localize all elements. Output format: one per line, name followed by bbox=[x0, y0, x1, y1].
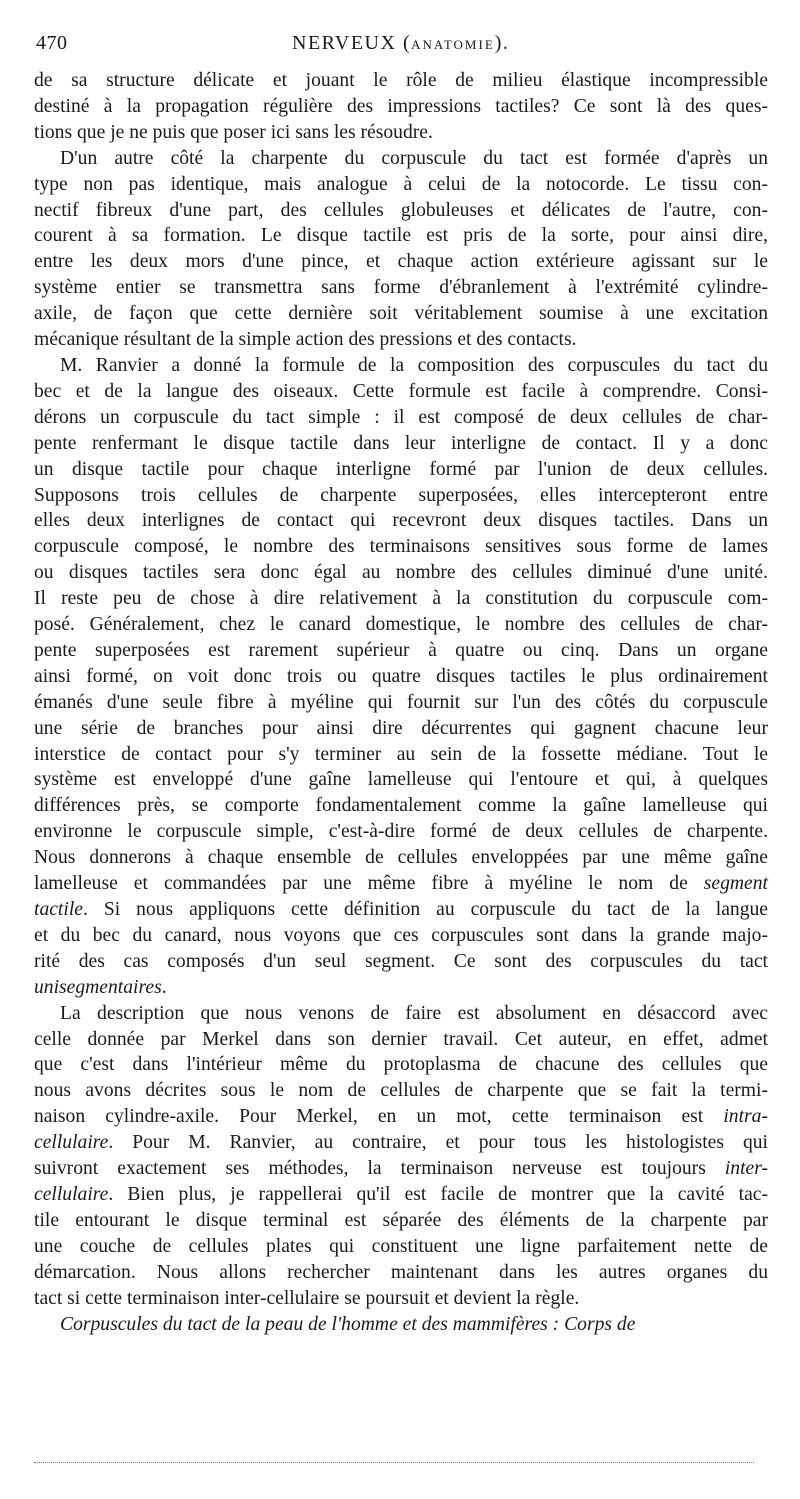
line-text: une couche de cellules plates qui constituent une ligne parfaitement nette de bbox=[34, 1235, 768, 1257]
line-text: entre les deux mors d'une pince, et chaque action extérieure agissant sur le bbox=[34, 251, 768, 273]
line-text: elles deux interlignes de contact qui recevront deux disques tactiles. Dans un bbox=[34, 510, 768, 532]
text-line bbox=[34, 1052, 768, 1078]
line-text: rité des cas composés d'un seul segment. Ce sont des corpuscules du tact bbox=[34, 950, 768, 972]
italic-text: cellulaire bbox=[34, 1183, 109, 1205]
line-text: lamelleuse et commandées par une même fibre à myéline le nom de bbox=[34, 873, 704, 895]
text-line bbox=[34, 172, 768, 198]
line-text: émanés d'une seule fibre à myéline qui fournit sur l'un des côtés du corpuscule bbox=[34, 691, 768, 713]
line-text: axile, de façon que cette dernière soit véritablement soumise à une excitation bbox=[34, 303, 768, 325]
line-text: Nous donnerons à chaque ensemble de cellules enveloppées par une même gaîne bbox=[34, 847, 768, 869]
text-line bbox=[34, 767, 768, 793]
running-head-title: NERVEUX (ANATOMIE). bbox=[292, 32, 510, 54]
text-line bbox=[34, 198, 768, 224]
line-text: suivront exactement ses méthodes, la terminaison nerveuse est toujours bbox=[34, 1158, 725, 1180]
text-line bbox=[34, 897, 768, 923]
text-line bbox=[34, 845, 768, 871]
line-text: tile entourant le disque terminal est séparée des éléments de la charpente par bbox=[34, 1209, 768, 1231]
text-line bbox=[34, 327, 768, 353]
text-line bbox=[34, 1260, 768, 1286]
line-text: M. Ranvier a donné la formule de la composition des corpuscules du tact du bbox=[60, 354, 768, 376]
line-text: que c'est dans l'intérieur même du protoplasma de chacune des cellules que bbox=[34, 1054, 768, 1076]
line-text: tions que je ne puis que poser ici sans les résoudre. bbox=[34, 121, 433, 143]
text-line bbox=[34, 68, 768, 94]
text-line bbox=[34, 379, 768, 405]
line-text: celle donnée par Merkel dans son dernier travail. Cet auteur, en effet, admet bbox=[34, 1028, 768, 1050]
line-text: . bbox=[161, 976, 167, 998]
line-text: environne le corpuscule simple, c'est-à-dire formé de deux cellules de charpente. bbox=[34, 821, 768, 843]
line-text: mécanique résultant de la simple action des pressions et des contacts. bbox=[34, 329, 577, 351]
text-line bbox=[34, 146, 768, 172]
line-text: . Pour M. Ranvier, au contraire, et pour tous les histologistes qui bbox=[108, 1132, 768, 1154]
line-text: démarcation. Nous allons rechercher maintenant dans les autres organes du bbox=[34, 1261, 768, 1283]
text-line bbox=[34, 534, 768, 560]
text-line bbox=[34, 923, 768, 949]
line-text: posé. Généralement, chez le canard domestique, le nombre des cellules de char- bbox=[34, 614, 768, 636]
text-line bbox=[34, 690, 768, 716]
text-line bbox=[34, 1208, 768, 1234]
italic-text: inter- bbox=[724, 1158, 768, 1180]
text-line bbox=[34, 1182, 768, 1208]
text-line bbox=[34, 975, 768, 1001]
text-line bbox=[34, 1104, 768, 1130]
line-text: et du bec du canard, nous voyons que ces corpuscules sont dans la grande majo- bbox=[34, 924, 768, 946]
text-line bbox=[34, 457, 768, 483]
text-line bbox=[34, 301, 768, 327]
text-line bbox=[34, 1130, 768, 1156]
line-text: corpuscule composé, le nombre des terminaisons sensitives sous forme de lames bbox=[34, 536, 768, 558]
line-text: pente superposées est rarement supérieur à quatre ou cinq. Dans un organe bbox=[34, 639, 768, 661]
text-line bbox=[34, 94, 768, 120]
text-line bbox=[34, 1286, 768, 1312]
line-text: La description que nous venons de faire est absolument en désaccord avec bbox=[60, 1002, 768, 1024]
line-text: ainsi formé, on voit donc trois ou quatre disques tactiles le plus ordinairement bbox=[34, 665, 768, 687]
italic-text: unisegmentaires bbox=[34, 976, 162, 998]
line-text: pente renfermant le disque tactile dans leur interligne de contact. Il y a donc bbox=[34, 432, 768, 454]
italic-text: tactile bbox=[34, 899, 83, 920]
line-text: un disque tactile pour chaque interligne formé par l'union de deux cellules. bbox=[34, 458, 768, 480]
text-line bbox=[34, 120, 768, 146]
text-line bbox=[34, 508, 768, 534]
line-text: destiné à la propagation régulière des impressions tactiles? Ce sont là des ques- bbox=[34, 95, 768, 117]
line-text: une série de branches pour ainsi dire décurrentes qui gagnent chacune leur bbox=[34, 717, 768, 739]
line-text: D'un autre côté la charpente du corpuscule du tact est formée d'après un bbox=[60, 147, 768, 169]
line-text: Supposons trois cellules de charpente superposées, elles intercepteront entre bbox=[34, 484, 768, 506]
text-line bbox=[34, 1027, 768, 1053]
text-line bbox=[34, 353, 768, 379]
line-text: tact si cette terminaison inter-cellulaire se poursuit et devient la règle. bbox=[34, 1287, 580, 1309]
text-line bbox=[34, 638, 768, 664]
line-text: différences près, se comporte fondamentalement comme la gaîne lamelleuse qui bbox=[34, 795, 768, 817]
line-text: dérons un corpuscule du tact simple : il est composé de deux cellules de char- bbox=[34, 406, 768, 428]
running-header bbox=[34, 28, 768, 68]
text-line bbox=[34, 612, 768, 638]
text-line bbox=[34, 1234, 768, 1260]
line-text: naison cylindre-axile. Pour Merkel, en un mot, cette terminaison est bbox=[34, 1106, 724, 1128]
line-text: courent à sa formation. Le disque tactile est pris de la sorte, pour ainsi dire, bbox=[34, 225, 768, 247]
line-text: ou disques tactiles sera donc égal au nombre des cellules diminué d'une unité. bbox=[34, 562, 768, 584]
body-text bbox=[34, 68, 768, 1337]
line-text: de sa structure délicate et jouant le rôle de milieu élastique incompressible bbox=[34, 70, 768, 91]
italic-text: segment bbox=[703, 873, 768, 895]
line-text: nous avons décrites sous le nom de cellules de charpente que se fait la termi- bbox=[34, 1080, 768, 1102]
line-text: Il reste peu de chose à dire relativement à la constitution du corpuscule com- bbox=[34, 588, 768, 610]
line-text: interstice de contact pour s'y terminer au sein de la fossette médiane. Tout le bbox=[34, 743, 768, 765]
text-line bbox=[34, 1078, 768, 1104]
text-line bbox=[34, 1312, 768, 1338]
text-line bbox=[34, 716, 768, 742]
text-line bbox=[34, 223, 768, 249]
text-line bbox=[34, 405, 768, 431]
page-number: 470 bbox=[36, 32, 68, 54]
text-line bbox=[34, 742, 768, 768]
text-line bbox=[34, 1156, 768, 1182]
line-text: . Si nous appliquons cette définition au corpuscule du tact de la langue bbox=[82, 899, 768, 920]
text-line bbox=[34, 793, 768, 819]
text-line bbox=[34, 819, 768, 845]
book-page bbox=[34, 28, 768, 1337]
text-line bbox=[34, 275, 768, 301]
footer-dotted-rule bbox=[34, 1462, 754, 1463]
text-line bbox=[34, 431, 768, 457]
line-text: système entier se transmettra sans forme d'ébranlement à l'extrémité cylindre- bbox=[34, 277, 768, 299]
italic-text: cellulaire bbox=[34, 1132, 109, 1154]
text-line bbox=[34, 249, 768, 275]
italic-text: Corpuscules du tact de la peau de l'homme et des mammifères : Corps de bbox=[60, 1313, 636, 1335]
text-line bbox=[34, 1001, 768, 1027]
text-line bbox=[34, 586, 768, 612]
line-text: type non pas identique, mais analogue à celui de la notocorde. Le tissu con- bbox=[34, 173, 768, 195]
text-line bbox=[34, 483, 768, 509]
line-text: nectif fibreux d'une part, des cellules globuleuses et délicates de l'autre, con- bbox=[34, 199, 768, 221]
line-text: système est enveloppé d'une gaîne lamelleuse qui l'entoure et qui, à quelques bbox=[34, 769, 768, 791]
line-text: bec et de la langue des oiseaux. Cette formule est facile à comprendre. Consi- bbox=[34, 380, 768, 402]
text-line bbox=[34, 664, 768, 690]
text-line bbox=[34, 949, 768, 975]
text-line bbox=[34, 871, 768, 897]
text-line bbox=[34, 560, 768, 586]
italic-text: intra- bbox=[723, 1106, 768, 1128]
line-text: . Bien plus, je rappellerai qu'il est facile de montrer que la cavité tac- bbox=[108, 1183, 768, 1205]
